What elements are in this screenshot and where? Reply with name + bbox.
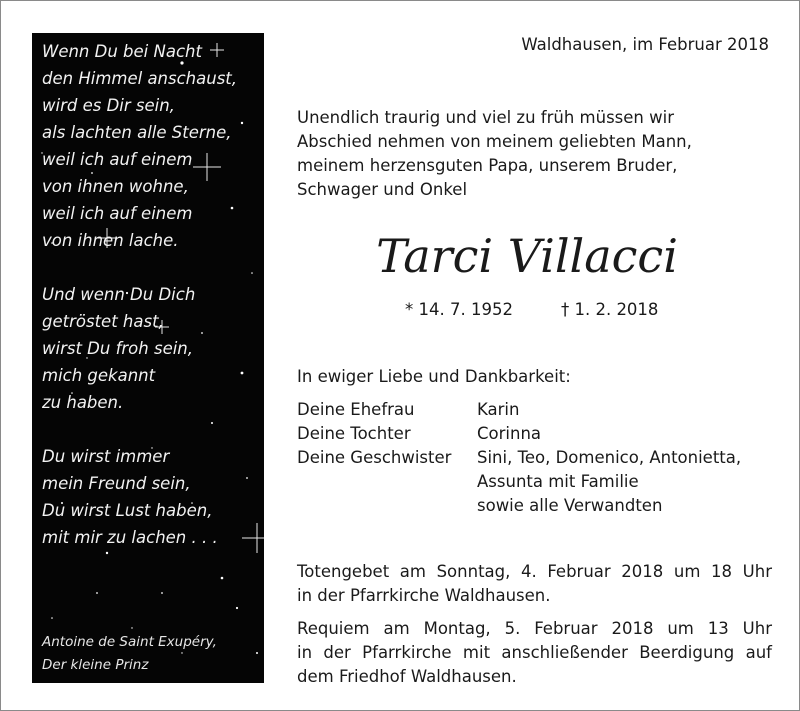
poem-line: von ihnen lache. bbox=[42, 231, 179, 250]
poem-line: zu haben. bbox=[42, 393, 124, 412]
poem-line: Wenn Du bei Nacht bbox=[42, 42, 202, 61]
intro-line: Schwager und Onkel bbox=[297, 180, 468, 199]
family-names: Karin bbox=[477, 400, 520, 419]
poem-line: als lachten alle Sterne, bbox=[42, 123, 232, 142]
poem bbox=[42, 38, 262, 578]
family-relation: Deine Ehefrau bbox=[297, 400, 415, 419]
poem-line: Und wenn Du Dich bbox=[42, 285, 196, 304]
poem-line: weil ich auf einem bbox=[42, 204, 193, 223]
family-list bbox=[297, 398, 772, 518]
requiem-line: dem Friedhof Waldhausen. bbox=[297, 667, 517, 686]
dateline: Waldhausen, im Februar 2018 bbox=[521, 35, 769, 54]
family-names: Sini, Teo, Domenico, Antonietta, bbox=[477, 448, 742, 467]
prayer-info bbox=[297, 560, 772, 608]
poem-attribution bbox=[42, 631, 262, 677]
deceased-name bbox=[357, 222, 697, 292]
poem-line: wirst Du froh sein, bbox=[42, 339, 194, 358]
family-row bbox=[297, 422, 772, 446]
attribution-work: Der kleine Prinz bbox=[42, 657, 149, 673]
poem-line: mich gekannt bbox=[42, 366, 156, 385]
life-dates bbox=[405, 298, 658, 322]
requiem-line: Requiem am Montag, 5. Februar 2018 um 13 Uhr bbox=[297, 619, 772, 638]
deceased-name-text: Tarci Villacci bbox=[376, 229, 678, 283]
intro-line: Unendlich traurig und viel zu früh müssen wir bbox=[297, 108, 674, 127]
poem-line: mit mir zu lachen . . . bbox=[42, 528, 218, 547]
poem-line: wird es Dir sein, bbox=[42, 96, 175, 115]
requiem-line: in der Pfarrkirche mit anschließender Beerdigung auf bbox=[297, 643, 772, 662]
family-relation: Deine Geschwister bbox=[297, 448, 452, 467]
poem-stanza-2 bbox=[42, 281, 262, 416]
poem-line: Du wirst Lust haben, bbox=[42, 501, 213, 520]
intro-line: meinem herzensguten Papa, unserem Bruder, bbox=[297, 156, 678, 175]
family-names: sowie alle Verwandten bbox=[477, 496, 663, 515]
poem-panel bbox=[32, 33, 264, 683]
attribution-author: Antoine de Saint Exupéry, bbox=[42, 634, 217, 650]
poem-line: getröstet hast, bbox=[42, 312, 164, 331]
family-names: Corinna bbox=[477, 424, 542, 443]
poem-line: mein Freund sein, bbox=[42, 474, 191, 493]
requiem-info bbox=[297, 617, 772, 689]
birth-date: * 14. 7. 1952 bbox=[405, 300, 513, 319]
family-row bbox=[297, 446, 772, 518]
family-row bbox=[297, 398, 772, 422]
prayer-line: in der Pfarrkirche Waldhausen. bbox=[297, 586, 551, 605]
intro-line: Abschied nehmen von meinem geliebten Mann, bbox=[297, 132, 692, 151]
poem-line: Du wirst immer bbox=[42, 447, 170, 466]
poem-line: weil ich auf einem bbox=[42, 150, 193, 169]
poem-stanza-1 bbox=[42, 38, 262, 254]
family-relation: Deine Tochter bbox=[297, 424, 411, 443]
love-line: In ewiger Liebe und Dankbarkeit: bbox=[297, 367, 571, 386]
family-names: Assunta mit Familie bbox=[477, 472, 639, 491]
death-date: † 1. 2. 2018 bbox=[560, 300, 659, 319]
intro-text bbox=[297, 106, 772, 202]
poem-stanza-3 bbox=[42, 443, 262, 551]
poem-line: den Himmel anschaust, bbox=[42, 69, 238, 88]
poem-line: von ihnen wohne, bbox=[42, 177, 189, 196]
prayer-line: Totengebet am Sonntag, 4. Februar 2018 um 18 Uhr bbox=[297, 562, 772, 581]
